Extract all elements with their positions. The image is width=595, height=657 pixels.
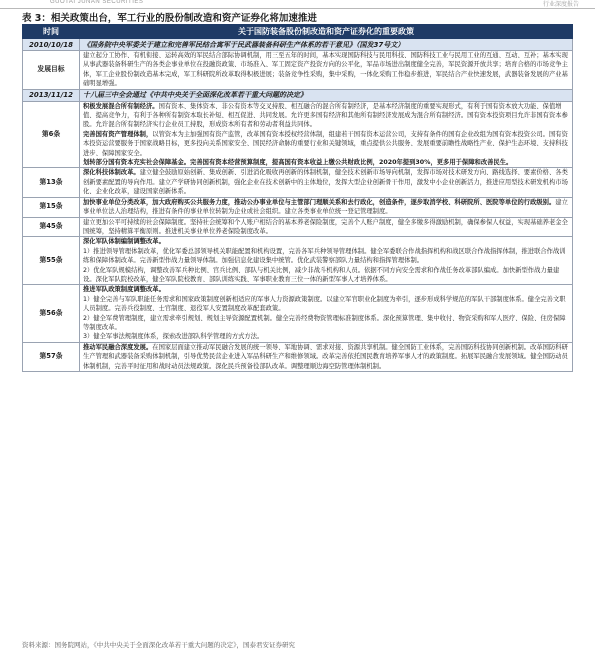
content-paragraph <box>83 266 569 285</box>
row-label: 发展目标 <box>23 51 80 90</box>
content-paragraph <box>83 332 569 341</box>
event-title: 十八届三中全会通过《中共中央关于全面深化改革若干重大问题的决定》 <box>80 89 573 101</box>
table-header-row <box>23 25 573 39</box>
event-date: 2010/10/18 <box>23 39 80 51</box>
policy-row <box>23 51 573 90</box>
policy-table-container <box>22 24 573 372</box>
header-policy: 关于国防装备股份制改造和资产证券化的重要政策 <box>80 25 573 39</box>
paragraph-lead: 加快事业单位分类改革，加大政府购买公共服务力度，推动公办事业单位与主管部门理顺关系和去行政化，创造条件，逐步取消学校、科研院所、医院等单位的行政级别。 <box>83 198 556 206</box>
paragraph-lead: 完善国有资产管理体制， <box>83 130 153 138</box>
paragraph-text: 建立更加公平可持续的社会保障制度。坚持社会统筹和个人账户相结合的基本养老保险制度，完善个人账户制度，健全多缴多得激励机制，确保参保人权益，实现基础养老金全国统筹，坚持精算平衡原则。推进机关事业单位养老保险制度改革。 <box>83 218 568 235</box>
event-date: 2013/11/12 <box>23 89 80 101</box>
row-label: 第13条 <box>23 168 80 197</box>
policy-row <box>23 342 573 371</box>
source-footnote: 资料来源：国务院网站，《中共中央关于全面深化改革若干重大问题的决定》，国泰君安证券研究 <box>22 641 295 649</box>
paragraph-text: 国有资本、集体资本、非公有资本等交叉持股、相互融合的混合所有制经济，是基本经济制度的重要实现形式，有利于国有资本放大功能、保值增值、提高竞争力，有利于各种所有制资本取长补短、相互促进、共同发展。允许更多国有经济和其他所有制经济发展成为混合所有制经济。国有资本投资项目允许非国有资本参股。允许混合所有制经济实行企业员工持股，形成资本所有者和劳动者利益共同体。 <box>83 102 568 129</box>
content-paragraph <box>83 314 569 333</box>
content-paragraph <box>83 168 569 196</box>
policy-row <box>23 197 573 217</box>
event-title: 《国务院中央军委关于建立和完善军民结合寓军于民武器装备科研生产体系的若干意见》（国发37号文） <box>80 39 573 51</box>
row-label: 第55条 <box>23 237 80 285</box>
row-content <box>80 285 573 342</box>
policy-row <box>23 217 573 237</box>
paragraph-lead: 深化科技体制改革。 <box>83 169 140 177</box>
policy-row <box>23 101 573 168</box>
paragraph-text: 以管资本为主加强国有资产监管，改革国有资本授权经营体制，组建若干国有资本运营公司，支持有条件的国有企业改组为国有资本投资公司。国有资本投资运营要服务于国家战略目标，更多投向关系国家安全、国民经济命脉的重要行业和关键领域，重点提供公共服务、发展重要前瞻性战略性产业、保护生态环境、支持科技进步、保障国家安全。 <box>83 130 568 157</box>
brand-logo-text: GUOTAI JUNAN SECURITIES <box>50 0 144 5</box>
table-caption: 表 3：相关政策出台，军工行业的股份制改造和资产证券化将加速推进 <box>22 13 317 24</box>
paragraph-text: 1）推进领导管理体制改革，优化军委总部领导机关职能配置和机构设置，完善各军兵种领导管理体制。健全军委联合作战指挥机构和战区联合作战指挥体制，推进联合作战训练和保障体制改革。完善新型作战力量领导体制。加强信息化建设集中统管。优化武装警察部队力量结构和指挥管理体制。 <box>83 247 566 265</box>
content-paragraph <box>83 247 569 266</box>
paragraph-text: 建立事业单位法人治理结构，推进有条件的事业单位转制为企业或社会组织。建立各类事业单位统一登记管理制度。 <box>83 198 568 216</box>
row-content <box>80 168 573 197</box>
row-label: 第6条 <box>23 101 80 168</box>
paragraph-text: 建立健全鼓励原始创新、集成创新、引进消化吸收再创新的体制机制，健全技术创新市场导向机制，发挥市场对技术研发方向、路线选择、要素价格、各类创新要素配置的导向作用。建立产学研协同创新机制，强化企业在技术创新中的主体地位，发挥大型企业创新骨干作用，激发中小企业创新活力，推进应用型技术研发机构市场化、企业化改革，建设国家创新体系。 <box>83 169 568 196</box>
content-paragraph <box>83 343 569 371</box>
content-paragraph <box>83 130 569 158</box>
paragraph-lead: 深化军队体制编制调整改革。 <box>83 238 165 246</box>
table-body <box>23 39 573 372</box>
content-paragraph <box>83 218 569 237</box>
page-header-bar <box>0 0 595 9</box>
content-paragraph <box>83 102 569 130</box>
content-paragraph <box>83 237 569 246</box>
policy-row <box>23 168 573 197</box>
report-type-label: 行业深度报告 <box>542 1 579 8</box>
row-label: 第57条 <box>23 342 80 371</box>
paragraph-text: 1）健全完善与军队职能任务需求和国家政策制度创新相适应的军事人力资源政策制度。以建立军官职业化制度为牵引，逐步形成科学规范的军队干部制度体系。健全完善文职人员制度。完善兵役制度、士官制度、退役军人安置制度改革配套政策。 <box>83 295 566 313</box>
row-content <box>80 51 573 90</box>
header-time: 时间 <box>23 25 80 39</box>
content-paragraph <box>83 51 569 89</box>
row-content <box>80 342 573 371</box>
paragraph-lead: 划转部分国有资本充实社会保障基金。完善国有资本经营预算制度，提高国有资本收益上缴公共财政比例，2020年提到30%，更多用于保障和改善民生。 <box>83 159 513 167</box>
row-content <box>80 101 573 168</box>
policy-row <box>23 285 573 342</box>
paragraph-text: 在国家层面建立推动军民融合发展的统一领导、军地协调、需求对接、资源共享机制。健全国防工业体系，完善国防科技协同创新机制。改革国防科研生产管理和武器装备采购体制机制，引导优势民营企业进入军品科研生产和维修领域。改革完善依托国民教育培养军事人才的政策制度。拓展军民融合发展领域。健全国防动员体制机制，完善平时征用和战时动员法规政策。深化民兵预备役部队改革。调整理顺边海空防管理体制机制。 <box>83 343 568 370</box>
paragraph-text: 建立起分工协作、有机衔接、运转高效的军民结合部际协调机制，用三至五年的时间，基本实现国防科技与民用科技、国防科技工业与民用工业的互通、互动、互补；基本实现从事武器装备科研生产的各类企事业单位在投融资政策、市场准入、军工固定资产投资方向的公平化，军品市场进出制度健全完善，军民资源开放共享；培育合格的市场竞争主体，军工企业股份制改造基本完成，军工科研院所改革取得积极进展；装备竞争性采购，集中采购，一体化采购工作稳步推进，军民结合产业快速发展，武器装备发展的产业基础明显增强。 <box>83 52 568 88</box>
content-paragraph <box>83 285 569 294</box>
row-content <box>80 197 573 217</box>
paragraph-text: 2）优化军队规模结构，调整改善军兵种比例、官兵比例、部队与机关比例，减少非战斗机构和人员。依据不同方向安全需求和作战任务改革部队编成。加快新型作战力量建设。深化军队院校改革，健全军队院校教育、部队训练实践、军事职业教育三位一体的新型军事人才培养体系。 <box>83 266 560 283</box>
row-label: 第56条 <box>23 285 80 342</box>
content-paragraph <box>83 198 569 217</box>
paragraph-text: 3）健全军事法规制度体系，探索改进部队科学管理的方式方法。 <box>83 333 264 341</box>
paragraph-text: 2）健全军费管理制度，建立需求牵引规划、规划主导资源配置机制。健全完善经费物资管理标准制度体系。深化预算管理、集中收付、物资采购和军人医疗、保险、住房保障等制度改革。 <box>83 314 566 331</box>
row-label: 第45条 <box>23 217 80 237</box>
paragraph-lead: 积极发展混合所有制经济。 <box>83 102 159 110</box>
event-row <box>23 39 573 51</box>
paragraph-lead: 推进军队政策制度调整改革。 <box>83 286 165 294</box>
row-content <box>80 217 573 237</box>
paragraph-lead: 推动军民融合深度发展。 <box>83 343 153 351</box>
policy-row <box>23 237 573 285</box>
policy-table <box>22 24 573 372</box>
event-row <box>23 89 573 101</box>
row-content <box>80 237 573 285</box>
content-paragraph <box>83 295 569 314</box>
content-paragraph <box>83 158 569 167</box>
row-label: 第15条 <box>23 197 80 217</box>
